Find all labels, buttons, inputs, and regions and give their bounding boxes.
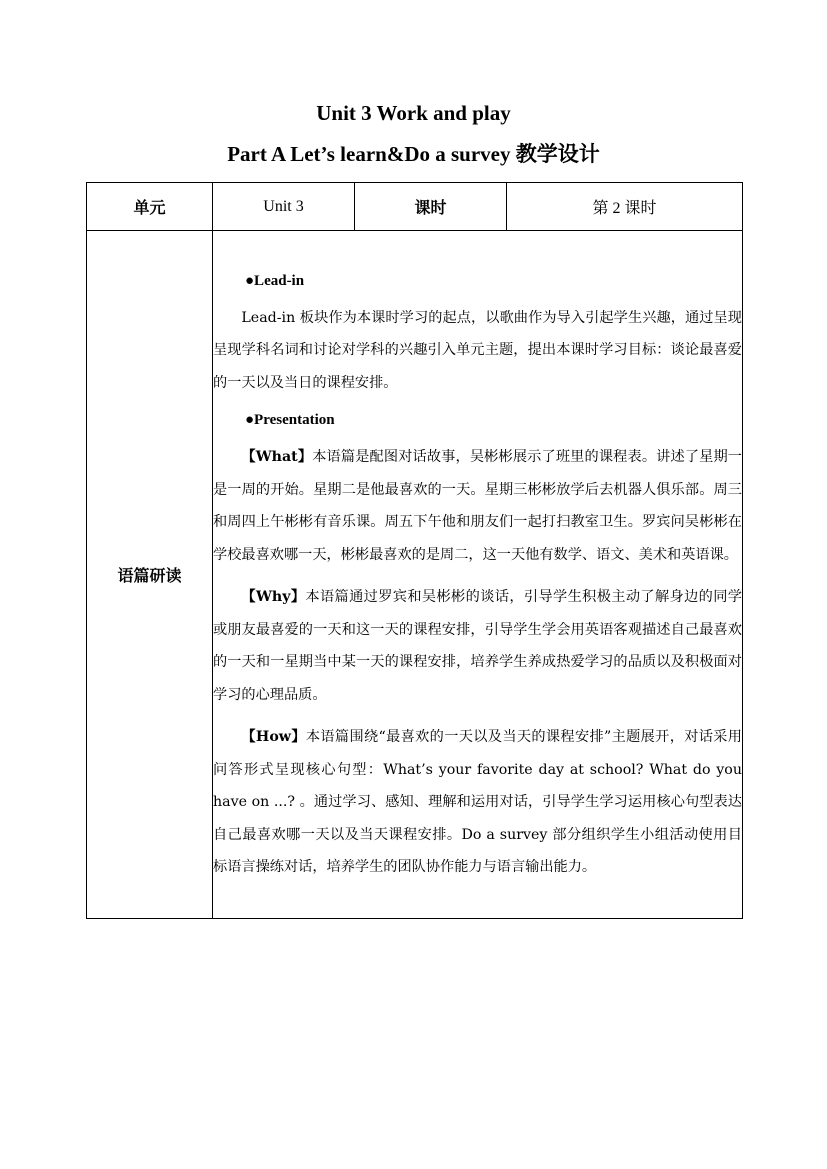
unit-value-cell: Unit 3 — [213, 183, 355, 231]
what-paragraph — [213, 441, 742, 571]
text-study-content-cell — [213, 231, 743, 919]
lesson-design-table — [86, 182, 743, 919]
unit-label-cell: 单元 — [87, 183, 213, 231]
document-subtitle: Part A Let’s learn&Do a survey 教学设计 — [227, 142, 600, 166]
why-text: 本语篇通过罗宾和吴彬彬的谈话，引导学生积极主动了解身边的同学或朋友最喜爱的一天和这一天的课程安排，引导学生学会用英语客观描述自己最喜欢的一天和一星期当中某一天的课程安排，培养学生养成热爱学习的品质以及积极面对学习的心理品质。 — [213, 589, 742, 703]
document-title: Unit 3 Work and play — [316, 101, 511, 125]
what-tag: 【What】 — [241, 449, 313, 465]
text-study-row — [87, 231, 743, 919]
how-tag: 【How】 — [241, 729, 306, 745]
why-paragraph — [213, 581, 742, 711]
leadin-paragraph: Lead-in 板块作为本课时学习的起点，以歌曲作为导入引起学生兴趣，通过呈现呈现学科名词和讨论对学科的兴趣引入单元主题，提出本课时学习目标：谈论最喜爱的一天以及当日的课程安排。 — [213, 309, 742, 391]
what-text: 本语篇是配图对话故事，吴彬彬展示了班里的课程表。讲述了星期一是一周的开始。星期二是他最喜欢的一天。星期三彬彬放学后去机器人俱乐部。周三和周四上午彬彬有音乐课。周五下午他和朋友们一起打扫教室卫生。罗宾问吴彬彬在学校最喜欢哪一天，彬彬最喜欢的是周二，这一天他有数学、语文、美术和英语课。 — [213, 449, 742, 563]
table-header-row — [87, 183, 743, 231]
why-tag: 【Why】 — [241, 589, 306, 605]
period-label-cell: 课时 — [355, 183, 507, 231]
period-value-cell: 第 2 课时 — [507, 183, 743, 231]
presentation-heading: ●Presentation — [245, 412, 335, 428]
leadin-heading: ●Lead-in — [245, 272, 305, 289]
text-study-label-cell: 语篇研读 — [87, 231, 213, 919]
how-text: 本语篇围绕“最喜欢的一天以及当天的课程安排”主题展开，对话采用问答形式呈现核心句型：What’s your favorite day at school? What do you have on ...? 。通过学习、感知、理解和运用对话，引导学生学习运用核心句型表达自己最喜欢哪一天以及当天课程安排。Do a survey 部分组织学生小组活动使用目标语言操练对话，培养学生的团队协作能力与语言输出能力。 — [213, 729, 742, 875]
how-paragraph — [213, 721, 742, 884]
